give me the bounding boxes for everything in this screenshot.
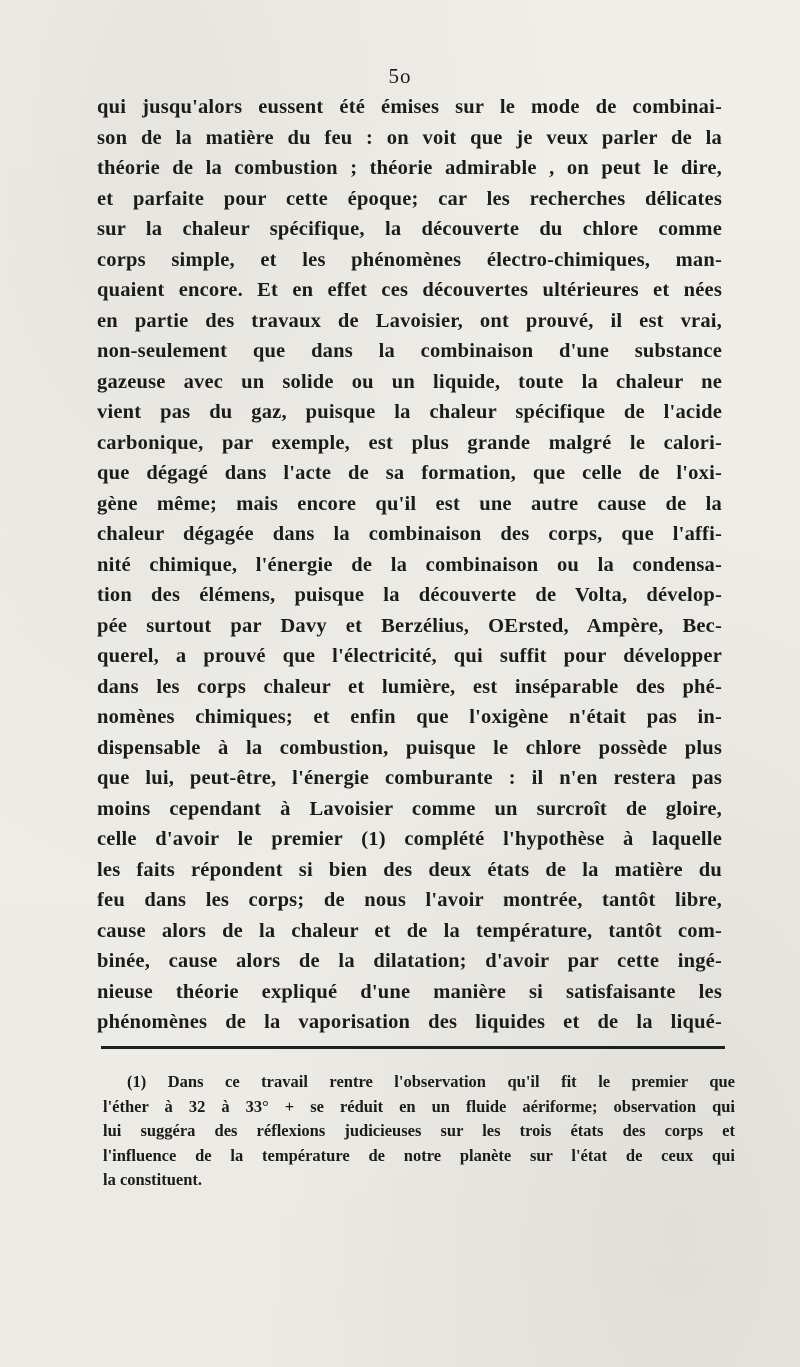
- text-line: que lui, peut-être, l'énergie comburante : il n'en restera pas: [97, 767, 722, 789]
- page-number: 5o: [388, 64, 412, 88]
- text-line: moins cependant à Lavoisier comme un surcroît de gloire,: [97, 797, 722, 820]
- text-line: son de la matière du feu : on voit que je veux parler de la: [97, 126, 722, 149]
- text-line: querel, a prouvé que l'électricité, qui suffit pour développer: [97, 645, 722, 667]
- text-line: sur la chaleur spécifique, la découverte du chlore comme: [97, 218, 722, 240]
- text-line: pée surtout par Davy et Berzélius, OErsted, Ampère, Bec-: [97, 614, 722, 637]
- text-line: et parfaite pour cette époque; car les recherches délicates: [97, 187, 722, 210]
- text-line: les faits répondent si bien des deux états de la matière du: [97, 858, 722, 881]
- text-line: feu dans les corps; de nous l'avoir montrée, tantôt libre,: [97, 889, 722, 911]
- body-text: [97, 92, 722, 1038]
- text-line: dans les corps chaleur et lumière, est inséparable des phé-: [97, 675, 722, 698]
- text-line: corps simple, et les phénomènes électro-chimiques, man-: [97, 248, 722, 271]
- footnote: [103, 1070, 735, 1193]
- text-line: que dégagé dans l'acte de sa formation, que celle de l'oxi-: [97, 462, 722, 484]
- text-line: carbonique, par exemple, est plus grande malgré le calori-: [97, 431, 722, 454]
- footnote-line: l'influence de la température de notre planète sur l'état de ceux qui: [103, 1145, 735, 1165]
- text-line: binée, cause alors de la dilatation; d'avoir par cette ingé-: [97, 950, 722, 972]
- text-line: tion des élémens, puisque la découverte de Volta, dévelop-: [97, 584, 722, 606]
- text-line: phénomènes de la vaporisation des liquides et de la liqué-: [97, 1011, 722, 1033]
- footnote-line: (1) Dans ce travail rentre l'observation qu'il fit le premier que: [127, 1072, 735, 1091]
- text-line: gène même; mais encore qu'il est une autre cause de la: [97, 492, 722, 515]
- footnote-line: la constituent.: [103, 1170, 202, 1189]
- text-line: nieuse théorie expliqué d'une manière si satisfaisante les: [97, 980, 722, 1003]
- text-line: dispensable à la combustion, puisque le chlore possède plus: [97, 736, 722, 759]
- text-line: cause alors de la chaleur et de la température, tantôt com-: [97, 919, 722, 942]
- text-line: en partie des travaux de Lavoisier, ont prouvé, il est vrai,: [97, 309, 722, 332]
- text-line: chaleur dégagée dans la combinaison des corps, que l'affi-: [97, 523, 722, 545]
- footnote-line: lui suggéra des réflexions judicieuses sur les trois états des corps et: [103, 1121, 735, 1140]
- text-line: nomènes chimiques; et enfin que l'oxigène n'était pas in-: [97, 706, 722, 728]
- footnote-separator: [101, 1046, 725, 1049]
- footnote-line: l'éther à 32 à 33° + se réduit en un fluide aériforme; observation qui: [103, 1096, 735, 1116]
- text-line: quaient encore. Et en effet ces découvertes ultérieures et nées: [97, 279, 722, 301]
- text-line: non-seulement que dans la combinaison d'une substance: [97, 340, 722, 362]
- text-line: vient pas du gaz, puisque la chaleur spécifique de l'acide: [97, 401, 722, 423]
- text-line: nité chimique, l'énergie de la combinaison ou la condensa-: [97, 553, 722, 576]
- text-line: gazeuse avec un solide ou un liquide, toute la chaleur ne: [97, 370, 722, 393]
- text-line: qui jusqu'alors eussent été émises sur le mode de combinai-: [97, 96, 722, 118]
- text-line: théorie de la combustion ; théorie admirable , on peut le dire,: [97, 157, 722, 179]
- text-line: celle d'avoir le premier (1) complété l'hypothèse à laquelle: [97, 828, 722, 850]
